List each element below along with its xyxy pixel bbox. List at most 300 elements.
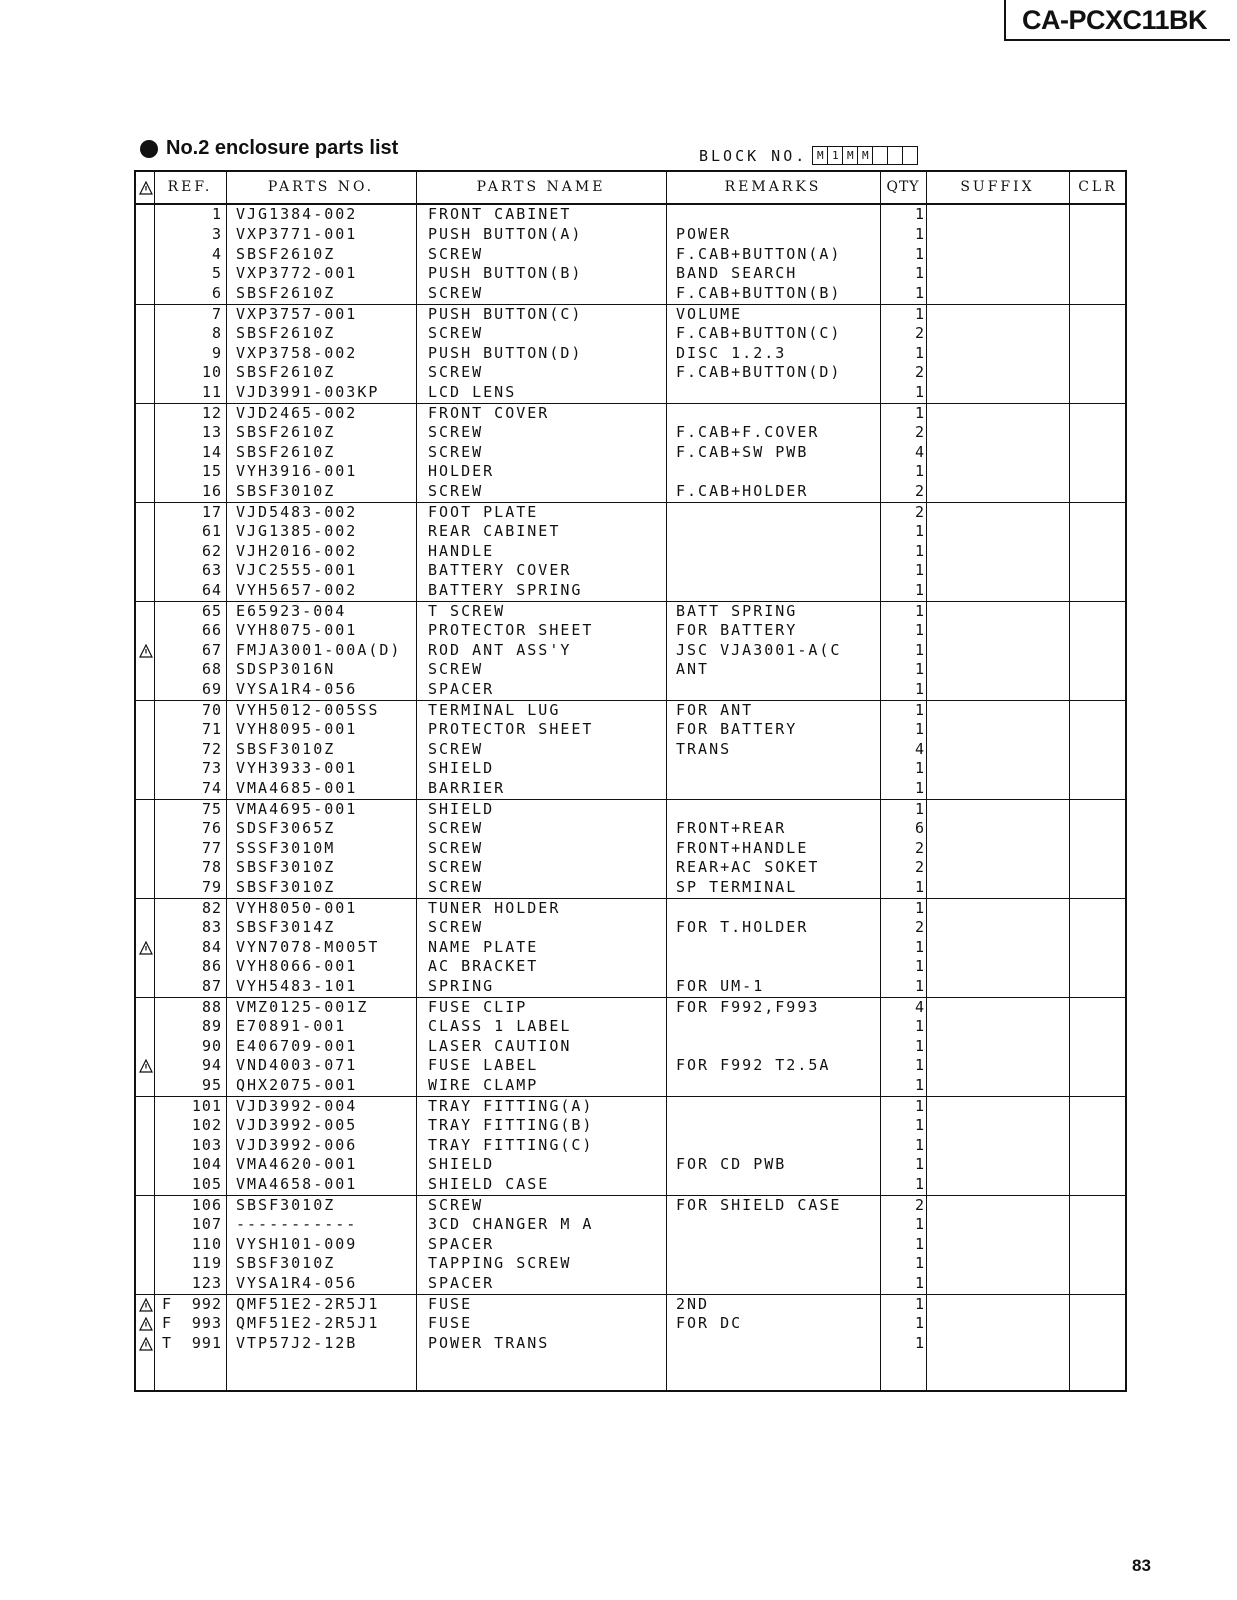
ref-cell [158, 839, 222, 859]
ref-number: 6 [211, 284, 222, 303]
part-number-cell: QMF51E2-2R5J1 [236, 1313, 380, 1332]
qty-cell: 4 [914, 739, 924, 758]
part-name-cell: HOLDER [428, 462, 495, 481]
ref-number: 70 [201, 701, 222, 719]
part-number-cell: SBSF2610Z [236, 442, 336, 461]
remarks-cell: F.CAB+SW PWB [676, 442, 809, 461]
part-name-cell: REAR CABINET [428, 521, 561, 540]
ref-number: 105 [191, 1175, 222, 1194]
ref-cell [158, 1274, 222, 1294]
table-row [136, 1155, 1125, 1175]
part-number-cell: VYH3916-001 [236, 462, 358, 481]
part-number-cell: VYH8095-001 [236, 719, 358, 738]
ref-cell [158, 1295, 222, 1315]
part-name-cell: SCREW [428, 244, 484, 263]
ref-cell [158, 621, 222, 641]
remarks-cell: DISC 1.2.3 [676, 343, 787, 362]
qty-cell: 1 [914, 660, 924, 679]
ref-number: 8 [211, 323, 222, 342]
table-row [136, 997, 1125, 1018]
part-name-cell: SCREW [428, 1196, 484, 1214]
ref-number: 67 [201, 640, 222, 659]
ref-cell [158, 858, 222, 878]
warning-triangle-icon [139, 1337, 155, 1351]
ref-number: 992 [191, 1295, 222, 1313]
ref-number: 90 [201, 1036, 222, 1055]
ref-cell [158, 344, 222, 364]
warning-cell [139, 605, 155, 619]
warning-cell [139, 1199, 155, 1213]
qty-cell: 1 [914, 1214, 924, 1233]
warning-cell [139, 960, 155, 974]
part-number-cell: VXP3757-001 [236, 305, 358, 323]
table-row [136, 423, 1125, 443]
ref-number: 68 [201, 660, 222, 679]
part-name-cell: TRAY FITTING(A) [428, 1097, 594, 1115]
block-number-cell [902, 146, 918, 165]
remarks-cell: JSC VJA3001-A(C [676, 640, 842, 659]
warning-cell [139, 921, 155, 935]
table-row [136, 660, 1125, 680]
table-row [136, 1116, 1125, 1136]
part-name-cell: SHIELD [428, 759, 495, 778]
ref-number: 5 [211, 264, 222, 283]
table-row [136, 482, 1125, 502]
part-number-cell: VYH5483-101 [236, 977, 358, 996]
header-qty: QTY [886, 179, 920, 195]
block-number-cells [813, 146, 918, 165]
qty-cell: 1 [914, 264, 924, 283]
table-row [136, 878, 1125, 898]
part-number-cell: SBSF3014Z [236, 917, 336, 936]
ref-cell [158, 602, 222, 622]
table-row [136, 344, 1125, 364]
warning-cell [139, 407, 155, 421]
remarks-cell: F.CAB+BUTTON(C) [676, 323, 842, 342]
table-row [136, 561, 1125, 581]
part-name-cell: PUSH BUTTON(D) [428, 343, 583, 362]
table-row [136, 542, 1125, 562]
ref-number: 101 [191, 1097, 222, 1115]
part-number-cell: VJD3992-005 [236, 1115, 358, 1134]
qty-cell: 1 [914, 1254, 924, 1273]
ref-cell [158, 245, 222, 265]
ref-cell [158, 205, 222, 225]
remarks-cell: ANT [676, 660, 710, 679]
qty-cell: 1 [914, 1155, 924, 1174]
remarks-cell: POWER [676, 224, 732, 243]
ref-cell [158, 1017, 222, 1037]
ref-cell [158, 957, 222, 977]
part-name-cell: SCREW [428, 878, 484, 897]
part-number-cell: VYSH101-009 [236, 1234, 358, 1253]
warning-cell [139, 782, 155, 796]
qty-cell: 1 [914, 779, 924, 798]
table-row [136, 383, 1125, 403]
qty-cell: 4 [914, 442, 924, 461]
ref-cell [158, 660, 222, 680]
warning-cell [139, 1139, 155, 1153]
table-row [136, 680, 1125, 700]
part-name-cell: SCREW [428, 363, 484, 382]
qty-cell: 1 [914, 899, 924, 917]
table-row [136, 977, 1125, 997]
part-number-cell: SBSF2610Z [236, 323, 336, 342]
table-row [136, 502, 1125, 523]
table-row [136, 462, 1125, 482]
part-number-cell: VYH8066-001 [236, 957, 358, 976]
table-row [136, 205, 1125, 225]
table-row [136, 700, 1125, 721]
qty-cell: 1 [914, 462, 924, 481]
table-row [136, 759, 1125, 779]
ref-cell [158, 819, 222, 839]
block-number-cell [887, 146, 903, 165]
part-name-cell: SPRING [428, 977, 495, 996]
part-name-cell: SCREW [428, 858, 484, 877]
warning-cell [139, 287, 155, 301]
part-number-cell: QMF51E2-2R5J1 [236, 1295, 380, 1313]
part-number-cell: VJD2465-002 [236, 404, 358, 422]
table-row [136, 720, 1125, 740]
ref-number: 94 [201, 1056, 222, 1075]
qty-cell: 1 [914, 1135, 924, 1154]
part-number-cell: SBSF2610Z [236, 363, 336, 382]
ref-cell [158, 284, 222, 304]
header-warning-icon [139, 181, 155, 195]
header-ref: REF. [167, 179, 213, 195]
table-row [136, 957, 1125, 977]
ref-number: 110 [191, 1234, 222, 1253]
ref-number: 10 [201, 363, 222, 382]
part-name-cell: HANDLE [428, 541, 495, 560]
ref-cell [158, 404, 222, 424]
table-row [136, 938, 1125, 958]
warning-cell [139, 426, 155, 440]
ref-cell [158, 740, 222, 760]
part-number-cell: VJD3992-004 [236, 1097, 358, 1115]
part-name-cell: SCREW [428, 422, 484, 441]
part-number-cell: E65923-004 [236, 602, 347, 620]
ref-number: 72 [201, 739, 222, 758]
ref-number: 991 [191, 1333, 222, 1352]
remarks-cell: F.CAB+HOLDER [676, 482, 809, 501]
part-number-cell: SBSF3010Z [236, 482, 336, 501]
ref-cell [158, 1037, 222, 1057]
remarks-cell: BAND SEARCH [676, 264, 798, 283]
table-row [136, 1334, 1125, 1354]
warning-cell [139, 1040, 155, 1054]
remarks-cell: BATT SPRING [676, 602, 798, 620]
part-name-cell: PUSH BUTTON(A) [428, 224, 583, 243]
table-row [136, 1195, 1125, 1216]
ref-number: 83 [201, 917, 222, 936]
ref-cell [158, 641, 222, 661]
ref-number: 63 [201, 561, 222, 580]
part-name-cell: SCREW [428, 660, 484, 679]
ref-number: 86 [201, 957, 222, 976]
part-name-cell: TRAY FITTING(C) [428, 1135, 594, 1154]
part-name-cell: SPACER [428, 680, 495, 699]
part-number-cell: E406709-001 [236, 1036, 358, 1055]
ref-number: 62 [201, 541, 222, 560]
remarks-cell: F.CAB+BUTTON(A) [676, 244, 842, 263]
part-name-cell: PROTECTOR SHEET [428, 719, 594, 738]
remarks-cell: F.CAB+F.COVER [676, 422, 820, 441]
table-row [136, 641, 1125, 661]
part-number-cell: VYSA1R4-056 [236, 1274, 358, 1293]
part-name-cell: TUNER HOLDER [428, 899, 561, 917]
part-name-cell: AC BRACKET [428, 957, 539, 976]
warning-cell [139, 683, 155, 697]
qty-cell: 1 [914, 977, 924, 996]
part-number-cell: VJG1384-002 [236, 205, 358, 223]
qty-cell: 1 [914, 205, 924, 223]
warning-cell [139, 1178, 155, 1192]
ref-cell [158, 542, 222, 562]
remarks-cell: FOR SHIELD CASE [676, 1196, 842, 1214]
warning-triangle-icon [139, 1298, 155, 1312]
qty-cell: 2 [914, 1196, 924, 1214]
part-number-cell: VYSA1R4-056 [236, 680, 358, 699]
ref-number: 95 [201, 1076, 222, 1095]
qty-cell: 1 [914, 305, 924, 323]
table-row [136, 1274, 1125, 1294]
ref-prefix: T [162, 1333, 173, 1352]
warning-cell [139, 386, 155, 400]
warning-cell [139, 803, 155, 817]
warning-cell [139, 1020, 155, 1034]
ref-number: 64 [201, 581, 222, 600]
warning-cell [139, 1277, 155, 1291]
ref-cell [158, 1097, 222, 1117]
remarks-cell: FOR UM-1 [676, 977, 765, 996]
ref-cell [158, 1235, 222, 1255]
ref-number: 75 [201, 800, 222, 818]
table-row [136, 363, 1125, 383]
header-parts-name: PARTS NAME [476, 179, 606, 195]
warning-cell [139, 762, 155, 776]
part-number-cell: VND4003-071 [236, 1056, 358, 1075]
part-name-cell: LCD LENS [428, 383, 517, 402]
ref-number: 119 [191, 1254, 222, 1273]
qty-cell: 2 [914, 323, 924, 342]
remarks-cell: FOR F992 T2.5A [676, 1056, 831, 1075]
ref-cell [158, 701, 222, 721]
qty-cell: 1 [914, 521, 924, 540]
qty-cell: 1 [914, 1016, 924, 1035]
table-row [136, 1136, 1125, 1156]
part-number-cell: SBSF3010Z [236, 878, 336, 897]
bullet-icon [140, 140, 158, 158]
ref-cell [158, 363, 222, 383]
ref-number: 79 [201, 878, 222, 897]
table-row [136, 324, 1125, 344]
part-name-cell: PROTECTOR SHEET [428, 620, 594, 639]
qty-cell: 1 [914, 957, 924, 976]
part-name-cell: CLASS 1 LABEL [428, 1016, 572, 1035]
ref-number: 14 [201, 442, 222, 461]
qty-cell: 1 [914, 1175, 924, 1194]
part-number-cell: VXP3771-001 [236, 224, 358, 243]
qty-cell: 1 [914, 1274, 924, 1293]
warning-cell [139, 1079, 155, 1093]
part-number-cell: VJD3991-003KP [236, 383, 380, 402]
qty-cell: 1 [914, 1313, 924, 1332]
warning-cell [139, 506, 155, 520]
part-name-cell: SPACER [428, 1234, 495, 1253]
qty-cell: 1 [914, 284, 924, 303]
qty-cell: 1 [914, 719, 924, 738]
header-parts-no: PARTS NO. [267, 179, 375, 195]
warning-cell [139, 446, 155, 460]
warning-cell [139, 1119, 155, 1133]
block-number-cell: M [857, 146, 873, 165]
part-name-cell: SCREW [428, 818, 484, 837]
ref-number: 13 [201, 422, 222, 441]
warning-cell [139, 1100, 155, 1114]
ref-cell [158, 800, 222, 820]
block-number-cell: M [842, 146, 858, 165]
block-number-cell: M [812, 146, 828, 165]
table-row [136, 1314, 1125, 1334]
ref-cell [158, 383, 222, 403]
warning-cell [139, 861, 155, 875]
warning-cell [139, 228, 155, 242]
ref-number: 15 [201, 462, 222, 481]
ref-cell [158, 482, 222, 502]
table-row [136, 819, 1125, 839]
part-name-cell: SCREW [428, 482, 484, 501]
ref-cell [158, 503, 222, 523]
ref-number: 103 [191, 1135, 222, 1154]
ref-cell [158, 1116, 222, 1136]
ref-number: 7 [211, 305, 222, 323]
part-name-cell: SCREW [428, 838, 484, 857]
ref-cell [158, 1196, 222, 1216]
ref-cell [158, 1076, 222, 1096]
part-number-cell: VMA4685-001 [236, 779, 358, 798]
warning-triangle-icon [139, 1059, 155, 1073]
qty-cell: 1 [914, 1097, 924, 1115]
part-name-cell: WIRE CLAMP [428, 1076, 539, 1095]
table-row [136, 858, 1125, 878]
ref-cell [158, 1175, 222, 1195]
warning-cell [139, 564, 155, 578]
part-name-cell: TAPPING SCREW [428, 1254, 572, 1273]
part-name-cell: FUSE CLIP [428, 998, 528, 1016]
ref-number: 993 [191, 1313, 222, 1332]
warning-cell [139, 743, 155, 757]
part-name-cell: SCREW [428, 739, 484, 758]
ref-number: 4 [211, 244, 222, 263]
qty-cell: 2 [914, 422, 924, 441]
section-title: No.2 enclosure parts list [166, 137, 399, 159]
warning-cell [139, 545, 155, 559]
table-row [136, 1175, 1125, 1195]
remarks-cell: 2ND [676, 1295, 710, 1313]
warning-cell [139, 248, 155, 262]
ref-number: 123 [191, 1274, 222, 1293]
warning-cell [139, 485, 155, 499]
qty-cell: 1 [914, 1295, 924, 1313]
part-number-cell: ----------- [236, 1214, 358, 1233]
remarks-cell: FRONT+HANDLE [676, 838, 809, 857]
ref-cell [158, 1056, 222, 1076]
part-number-cell: VJG1385-002 [236, 521, 358, 540]
ref-number: 76 [201, 818, 222, 837]
part-number-cell: SBSF3010Z [236, 1254, 336, 1273]
qty-cell: 1 [914, 878, 924, 897]
warning-cell [139, 327, 155, 341]
part-number-cell: SDSP3016N [236, 660, 336, 679]
block-number-cell: 1 [827, 146, 843, 165]
ref-number: 16 [201, 482, 222, 501]
ref-cell [158, 1215, 222, 1235]
ref-cell [158, 581, 222, 601]
table-row [136, 522, 1125, 542]
warning-cell [139, 723, 155, 737]
part-name-cell: BATTERY COVER [428, 561, 572, 580]
remarks-cell: F.CAB+BUTTON(D) [676, 363, 842, 382]
ref-cell [158, 443, 222, 463]
part-name-cell: FRONT CABINET [428, 205, 572, 223]
table-row [136, 1294, 1125, 1315]
ref-cell [158, 998, 222, 1018]
warning-cell [139, 208, 155, 222]
ref-number: 78 [201, 858, 222, 877]
ref-cell [158, 1136, 222, 1156]
part-number-cell: VTP57J2-12B [236, 1333, 358, 1352]
part-name-cell: 3CD CHANGER M A [428, 1214, 594, 1233]
warning-cell [139, 1218, 155, 1232]
part-name-cell: SCREW [428, 323, 484, 342]
qty-cell: 1 [914, 620, 924, 639]
warning-cell [139, 366, 155, 380]
table-row [136, 601, 1125, 622]
ref-cell [158, 918, 222, 938]
warning-triangle-icon [139, 941, 155, 955]
qty-cell: 1 [914, 1234, 924, 1253]
qty-cell: 1 [914, 759, 924, 778]
table-row [136, 1254, 1125, 1274]
ref-cell [158, 1155, 222, 1175]
ref-number: 69 [201, 680, 222, 699]
block-number-label: BLOCK NO. [699, 146, 808, 165]
qty-cell: 1 [914, 224, 924, 243]
ref-number: 104 [191, 1155, 222, 1174]
part-name-cell: ROD ANT ASS'Y [428, 640, 572, 659]
qty-cell: 1 [914, 680, 924, 699]
remarks-cell: FOR CD PWB [676, 1155, 787, 1174]
part-number-cell: SBSF2610Z [236, 422, 336, 441]
part-number-cell: VYH8050-001 [236, 899, 358, 917]
qty-cell: 1 [914, 1076, 924, 1095]
ref-number: 1 [211, 205, 222, 223]
remarks-cell: FRONT+REAR [676, 818, 787, 837]
part-name-cell: FUSE [428, 1313, 473, 1332]
part-name-cell: NAME PLATE [428, 937, 539, 956]
table-row [136, 304, 1125, 325]
part-number-cell: VJD3992-006 [236, 1135, 358, 1154]
part-number-cell: VYH5012-005SS [236, 701, 380, 719]
ref-number: 17 [201, 503, 222, 521]
warning-cell [139, 308, 155, 322]
part-name-cell: LASER CAUTION [428, 1036, 572, 1055]
part-name-cell: SHIELD CASE [428, 1175, 550, 1194]
table-row [136, 799, 1125, 820]
part-number-cell: VJD5483-002 [236, 503, 358, 521]
